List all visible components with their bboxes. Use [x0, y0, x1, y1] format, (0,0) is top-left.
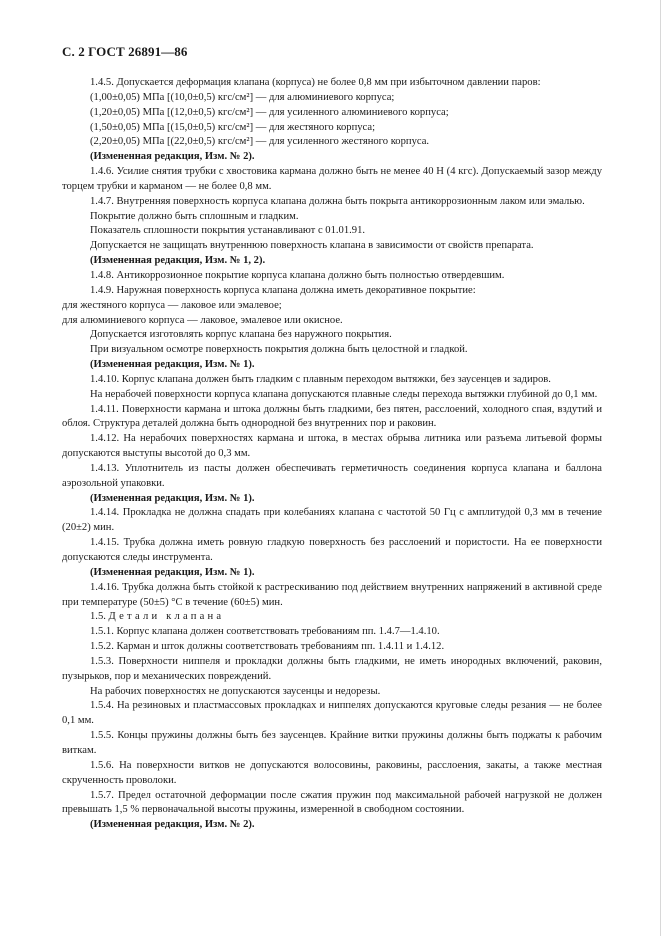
revision-note: (Измененная редакция, Изм. № 1). [90, 492, 255, 504]
pressure-line-reinforced-aluminium: (1,20±0,05) МПа [(12,0±0,5) кгс/см²] — для усиленного алюминиевого корпуса; [90, 106, 449, 118]
page-header: С. 2 ГОСТ 26891—86 [62, 44, 188, 59]
paragraph-text: Показатель сплошности покрытия устанавливают с 01.01.91. [90, 225, 366, 237]
paragraph-1-5-5: 1.5.5. Концы пружины должны быть без заусенцев. Крайние витки пружины должны быть поджаты к рабочим виткам. [62, 730, 602, 756]
section-title: Детали клапана [108, 611, 225, 623]
section-heading-1-5 [62, 610, 602, 625]
paragraph-1-5-4: 1.5.4. На резиновых и пластмассовых прокладках и ниппелях допускаются круговые следы резания — не более 0,1 мм. [62, 700, 602, 727]
document-body [62, 76, 602, 833]
paragraph-1-4-12: 1.4.12. На нерабочих поверхностях кармана и штока, в местах обрыва литника или разъема литьевой формы допускаются выступы высотой до 0,3 мм. [62, 433, 602, 460]
revision-note: (Измененная редакция, Изм. № 1). [90, 359, 255, 371]
paragraph-text: Допускается не защищать внутреннюю поверхность клапана в зависимости от свойств препарата. [90, 240, 534, 252]
paragraph-text: Допускается изготовлять корпус клапана без наружного покрытия. [90, 329, 392, 341]
paragraph-1-4-13: 1.4.13. Уплотнитель из пасты должен обеспечивать герметичность соединения корпуса клапана и баллона аэрозольной упаковки. [62, 462, 602, 489]
section-number: 1.5. [90, 611, 106, 623]
paragraph-1-4-11: 1.4.11. Поверхности кармана и штока должны быть гладкими, без пятен, расслоений, холодного спая, вздутий и облоя. Структура деталей должна быть однородной без внутренних пор и раковин. [62, 403, 602, 430]
paragraph-1-4-9: 1.4.9. Наружная поверхность корпуса клапана должна иметь декоративное покрытие: [90, 284, 476, 296]
paragraph-1-5-2: 1.5.2. Карман и шток должны соответствовать требованиям пп. 1.4.11 и 1.4.12. [90, 641, 445, 653]
paragraph-1-4-16: 1.4.16. Трубка должна быть стойкой к растрескиванию под действием внутренних напряжений в активной среде при температуре (50±5) °С в течение (60±5) мин. [62, 581, 602, 608]
paragraph-1-4-6: 1.4.6. Усилие снятия трубки с хвостовика кармана должно быть не менее 40 Н (4 кгс). Допускаемый зазор между торцем трубки и карманом — не более 0,8 мм. [62, 166, 602, 192]
pressure-line-tin: (1,50±0,05) МПа [(15,0±0,5) кгс/см²] — для жестяного корпуса; [90, 121, 376, 133]
paragraph-text: На нерабочей поверхности корпуса клапана допускаются плавные следы перехода вытяжки глубиной до 0,1 мм. [90, 388, 598, 400]
paragraph-text: Покрытие должно быть сплошным и гладким. [90, 210, 299, 222]
revision-note: (Измененная редакция, Изм. № 1, 2). [90, 255, 266, 267]
paragraph-text: для алюминиевого корпуса — лаковое, эмалевое или окисное. [62, 314, 343, 326]
paragraph-text: для жестяного корпуса — лаковое или эмалевое; [62, 299, 282, 311]
paragraph-1-4-10: 1.4.10. Корпус клапана должен быть гладким с плавным переходом вытяжки, без заусенцев и задиров. [90, 373, 551, 385]
paragraph-1-4-8: 1.4.8. Антикоррозионное покрытие корпуса клапана должно быть полностью отвердевшим. [90, 269, 505, 281]
paragraph-1-5-7: 1.5.7. Предел остаточной деформации после сжатия пружин под максимальной рабочей нагрузкой не должен превышать 1,5 % первоначальной высоты пружины, измеренной в свободном состоянии. [62, 789, 602, 816]
paragraph-1-4-7: 1.4.7. Внутренняя поверхность корпуса клапана должна быть покрыта антикоррозионным лаком или эмалью. [90, 195, 585, 207]
paragraph-1-4-14: 1.4.14. Прокладка не должна спадать при колебаниях клапана с частотой 50 Гц с амплитудой 0,3 мм в течение (20±2) мин. [62, 507, 602, 534]
paragraph-1-4-5: 1.4.5. Допускается деформация клапана (корпуса) не более 0,8 мм при избыточном давлении паров: [90, 77, 541, 88]
revision-note: (Измененная редакция, Изм. № 2). [90, 151, 255, 163]
revision-note: (Измененная редакция, Изм. № 1). [90, 566, 255, 578]
pressure-line-aluminium: (1,00±0,05) МПа [(10,0±0,5) кгс/см²] — для алюминиевого корпуса; [90, 91, 395, 103]
paragraph-1-5-3: 1.5.3. Поверхности ниппеля и прокладки должны быть гладкими, не иметь инородных включений, раковин, пузырьков, пор и механических повреждений. [62, 655, 602, 682]
paragraph-text: При визуальном осмотре поверхность покрытия должна быть целостной и гладкой. [90, 344, 468, 356]
paragraph-text: На рабочих поверхностях не допускаются заусенцы и недорезы. [90, 685, 381, 697]
revision-note: (Измененная редакция, Изм. № 2). [90, 819, 255, 831]
paragraph-1-4-15: 1.4.15. Трубка должна иметь ровную гладкую поверхность без расслоений и пористости. На ее поверхности допускаются следы инструмента. [62, 537, 602, 563]
paragraph-1-5-6: 1.5.6. На поверхности витков не допускаются волосовины, раковины, расслоения, закаты, а также местная скрученность проволоки. [62, 759, 602, 786]
paragraph-1-5-1: 1.5.1. Корпус клапана должен соответствовать требованиям пп. 1.4.7—1.4.10. [90, 626, 440, 638]
pressure-line-reinforced-tin: (2,20±0,05) МПа [(22,0±0,5) кгс/см²] — для усиленного жестяного корпуса. [90, 136, 430, 148]
